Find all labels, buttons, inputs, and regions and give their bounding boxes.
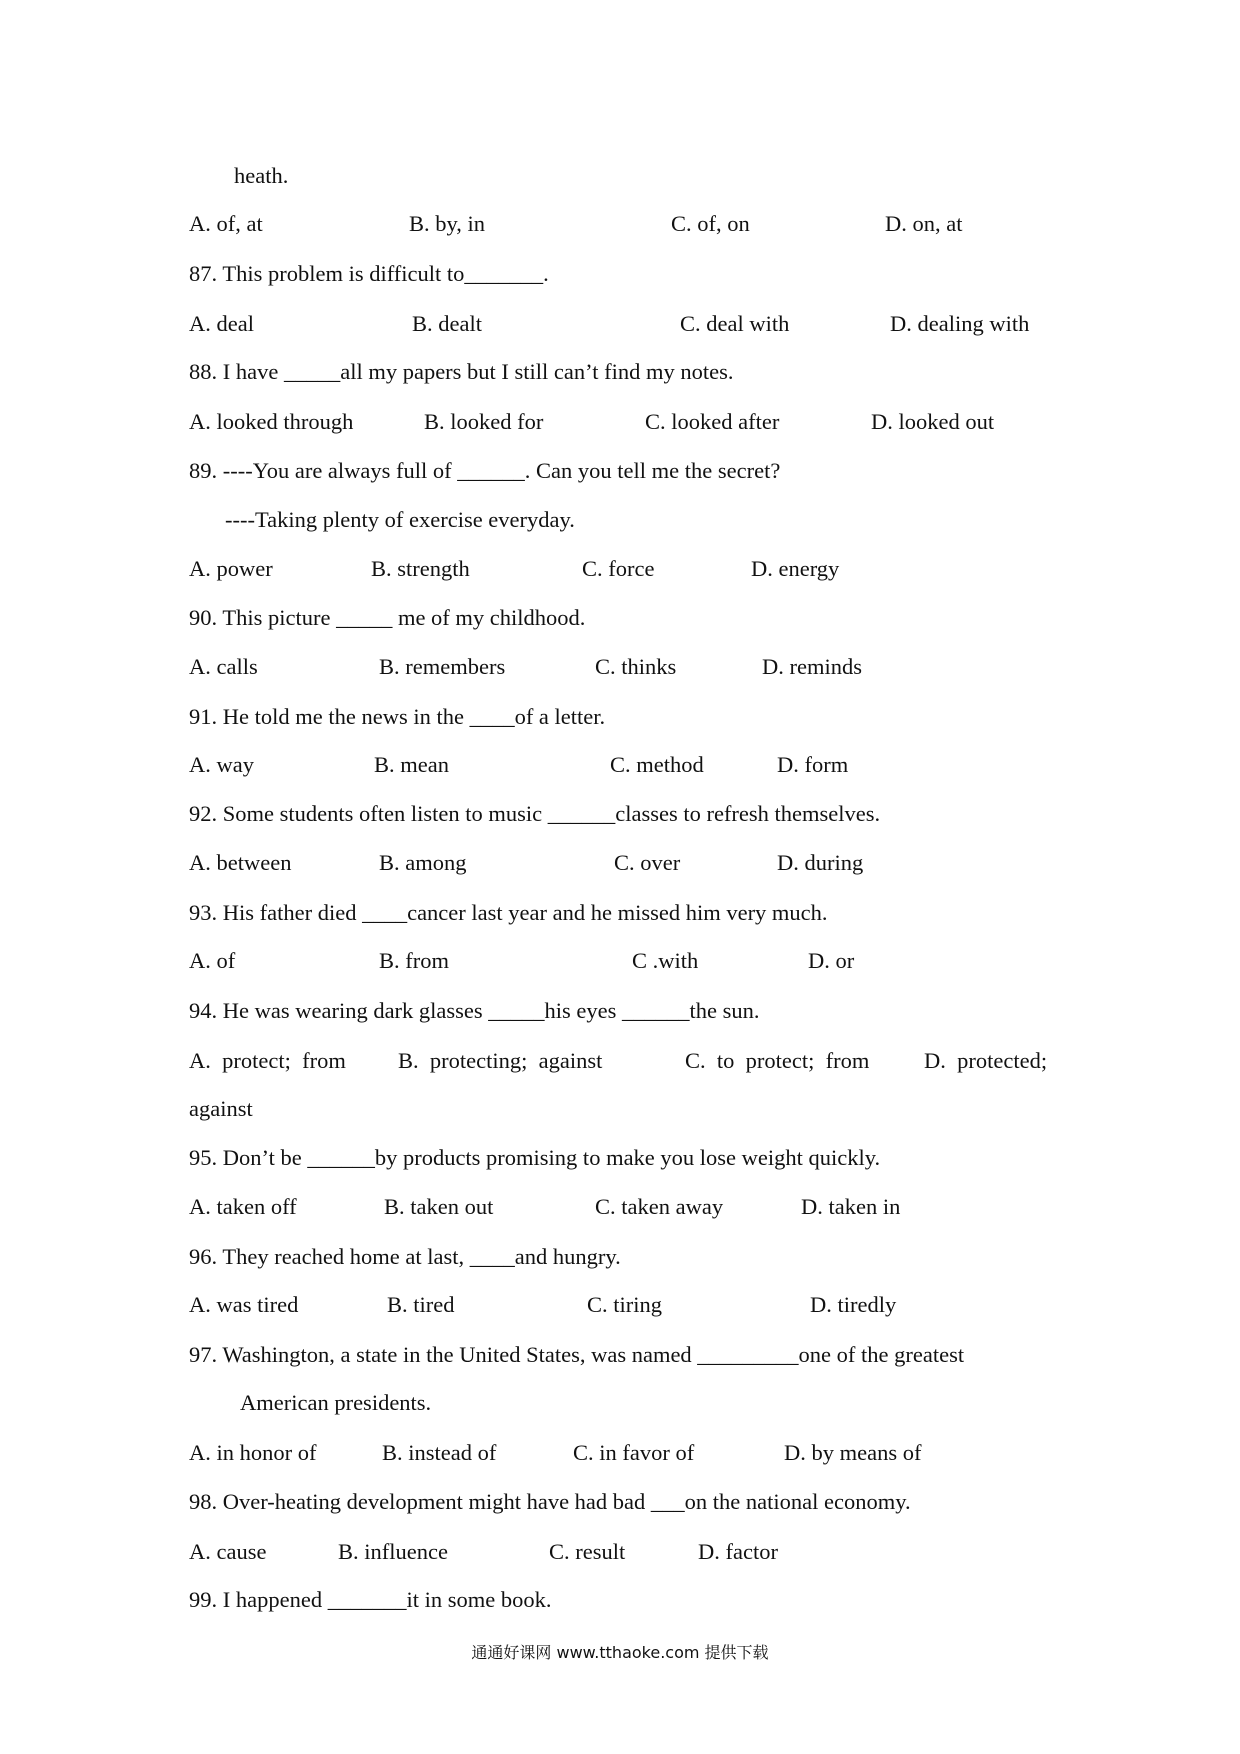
answer-option-a: A. cause	[189, 1539, 267, 1564]
answer-option-c: C. method	[610, 752, 704, 777]
question-text: 93. His father died ____cancer last year and he missed him very much.	[189, 900, 828, 925]
question-continuation: ----Taking plenty of exercise everyday.	[225, 507, 575, 532]
answer-option-a: A. was tired	[189, 1292, 299, 1317]
answer-option-a: A. looked through	[189, 409, 354, 434]
answer-option-b: B. influence	[338, 1539, 448, 1564]
answer-option-c: C. in favor of	[573, 1440, 695, 1465]
answer-option-c: C .with	[632, 948, 699, 973]
answer-option-c: C. taken away	[595, 1194, 724, 1219]
answer-option-d: D. taken in	[801, 1194, 901, 1219]
answer-option-b: B. instead of	[382, 1440, 497, 1465]
footer-watermark: 通通好课网 www.tthaoke.com 提供下载	[471, 1643, 769, 1662]
answer-option-a: A. of, at	[189, 211, 263, 236]
answer-option-b: B. from	[379, 948, 449, 973]
question-continuation: American presidents.	[240, 1390, 432, 1415]
answer-option-c: C. thinks	[595, 654, 677, 679]
answer-option-d: D. protected;	[924, 1048, 1048, 1073]
question-continuation: heath.	[234, 163, 289, 188]
question-text: 90. This picture _____ me of my childhood.	[189, 605, 586, 630]
question-text: 95. Don’t be ______by products promising to make you lose weight quickly.	[189, 1145, 881, 1170]
answer-option-b: B. looked for	[424, 409, 544, 434]
question-text: 97. Washington, a state in the United States, was named _________one of the greatest	[189, 1342, 965, 1367]
answer-option-a: A. calls	[189, 654, 258, 679]
answer-option-a: A. power	[189, 556, 273, 581]
question-text: 98. Over-heating development might have had bad ___on the national economy.	[189, 1489, 911, 1514]
answer-option-d: D. form	[777, 752, 849, 777]
answer-option-b: B. mean	[374, 752, 449, 777]
answer-option-d: D. reminds	[762, 654, 862, 679]
answer-option-a: A. taken off	[189, 1194, 297, 1219]
answer-option-b: B. protecting; against	[398, 1048, 603, 1073]
answer-option-c: C. over	[614, 850, 681, 875]
answer-option-d: D. or	[808, 948, 855, 973]
answer-option-d: D. looked out	[871, 409, 995, 434]
answer-option-b: B. remembers	[379, 654, 506, 679]
answer-option-c: C. result	[549, 1539, 626, 1564]
answer-option-c: C. to protect; from	[685, 1048, 870, 1073]
answer-option-c: C. looked after	[645, 409, 780, 434]
answer-option-a: A. way	[189, 752, 254, 777]
question-text: 96. They reached home at last, ____and hungry.	[189, 1244, 621, 1269]
answer-option-b: B. strength	[371, 556, 470, 581]
answer-option-c: C. deal with	[680, 311, 790, 336]
answer-option-d: D. tiredly	[810, 1292, 897, 1317]
question-text: 87. This problem is difficult to_______.	[189, 261, 549, 286]
answer-option-d: D. dealing with	[890, 311, 1030, 336]
answer-option-a: A. in honor of	[189, 1440, 317, 1465]
answer-option-b: B. by, in	[409, 211, 486, 236]
answer-option-b: B. among	[379, 850, 467, 875]
answer-option-b: B. taken out	[384, 1194, 494, 1219]
question-text: 88. I have _____all my papers but I still can’t find my notes.	[189, 359, 734, 384]
question-text: 92. Some students often listen to music ______classes to refresh themselves.	[189, 801, 881, 826]
question-text: 89. ----You are always full of ______. Can you tell me the secret?	[189, 458, 781, 483]
answer-option-a: A. between	[189, 850, 292, 875]
answer-option-c: C. force	[582, 556, 655, 581]
answer-option-c: C. of, on	[671, 211, 750, 236]
answer-option-d: D. during	[777, 850, 864, 875]
question-text: 99. I happened _______it in some book.	[189, 1587, 552, 1612]
answer-option-a: A. protect; from	[189, 1048, 346, 1073]
answer-option-d: D. on, at	[885, 211, 963, 236]
question-text: 91. He told me the news in the ____of a letter.	[189, 704, 606, 729]
answer-option-c: C. tiring	[587, 1292, 663, 1317]
answer-option-b: B. tired	[387, 1292, 455, 1317]
answer-option-b: B. dealt	[412, 311, 482, 336]
answer-option-d: D. energy	[751, 556, 840, 581]
question-text: against	[189, 1096, 253, 1121]
question-text: 94. He was wearing dark glasses _____his eyes ______the sun.	[189, 998, 760, 1023]
answer-option-a: A. of	[189, 948, 236, 973]
answer-option-d: D. by means of	[784, 1440, 922, 1465]
answer-option-a: A. deal	[189, 311, 254, 336]
answer-option-d: D. factor	[698, 1539, 778, 1564]
